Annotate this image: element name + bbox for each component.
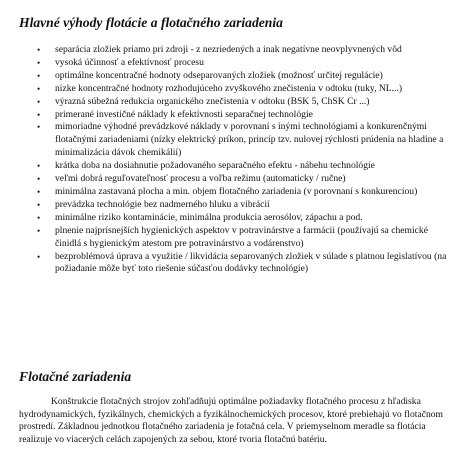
section-title-advantages: Hlavné výhody flotácie a flotačného zariadenia bbox=[19, 15, 283, 30]
list-item bbox=[0, 251, 462, 277]
list-item-text: vysoká účinnosť a efektívnosť procesu bbox=[55, 56, 204, 68]
bullet-icon: • bbox=[37, 199, 41, 210]
list-item-text: separácia zložiek priamo pri zdroji - z nezriedených a inak negatívne neovplyvnených vôd bbox=[55, 44, 402, 55]
list-item bbox=[0, 109, 462, 122]
list-item bbox=[0, 83, 462, 96]
bullet-icon: • bbox=[37, 70, 41, 81]
list-item-text: minimálna zastavaná plocha a min. objem flotačného zariadenia (v porovnaní s konkurenciou) bbox=[55, 185, 418, 197]
list-item bbox=[0, 44, 462, 57]
bullet-icon: • bbox=[37, 96, 41, 107]
list-item-text: veľmi dobrá reguľovateľnosť procesu a voľba režimu (automaticky / ručne) bbox=[55, 173, 346, 185]
list-item bbox=[0, 212, 462, 225]
body-paragraph: Konštrukcie flotačných strojov zohľadňujú optimálne požiadavky flotačného procesu z hľadiska hydrodynamických, fyzikálnych, chemických a fyzikálnochemických procesov, ktoré prebiehajú vo flotačnom prostredí. Základnou jednotkou flotačného zariadenia je fotačná cela. V priemyselnom meradle sa flotácia realizuje vo viacerých celách zapojených za sebou, ktoré tvoria flotačnú batériu. bbox=[19, 396, 444, 445]
bullet-icon: • bbox=[37, 83, 41, 94]
list-item-text: bezproblémová úprava a využitie / likvidácia separovaných zložiek v súlade s platnou legislatívou (na požiadanie môže byť toto riešenie súčasťou dodávky technológie) bbox=[55, 250, 447, 275]
list-item-text: optimálne koncentračné hodnoty odseparovaných zložiek (možnosť určitej regulácie) bbox=[55, 69, 383, 81]
advantages-list bbox=[0, 44, 462, 276]
list-item bbox=[0, 121, 462, 160]
list-item-text: minimálne riziko kontaminácie, minimálna produkcia aerosólov, zápachu a pod. bbox=[55, 211, 363, 223]
list-item-text: primerané investičné náklady k efektívnosti separačnej technológie bbox=[55, 108, 313, 120]
list-item bbox=[0, 160, 462, 173]
list-item bbox=[0, 186, 462, 199]
bullet-icon: • bbox=[37, 212, 41, 223]
bullet-icon: • bbox=[37, 174, 41, 185]
bullet-icon: • bbox=[37, 186, 41, 197]
list-item bbox=[0, 70, 462, 83]
list-item-text: nízke koncentračné hodnoty rozhodujúceho zvyškového znečistenia v odtoku (tuky, NL...) bbox=[55, 82, 403, 94]
list-item-text: plnenie najprísnejších hygienických aspektov v potravinárstve a farmácii (používajú sa chemické činidlá s hygienickým atestom pre potravinárstvo a vodárenstvo) bbox=[55, 224, 428, 249]
list-item bbox=[0, 225, 462, 251]
list-item-text: krátka doba na dosiahnutie požadovaného separačného efektu - nábehu technológie bbox=[55, 160, 375, 172]
bullet-icon: • bbox=[37, 161, 41, 172]
list-item bbox=[0, 173, 462, 186]
bullet-icon: • bbox=[37, 225, 41, 236]
bullet-icon: • bbox=[37, 122, 41, 133]
section-title-flotation-equipment: Flotačné zariadenia bbox=[19, 369, 132, 384]
bullet-icon: • bbox=[37, 57, 41, 68]
bullet-icon: • bbox=[37, 109, 41, 120]
list-item bbox=[0, 57, 462, 70]
list-item-text: prevádzka technológie bez nadmerného hluku a vibrácií bbox=[55, 198, 270, 210]
list-item-text: mimoriadne výhodné prevádzkové náklady v porovnaní s inými technológiami a konkurenčnými flotačnými zariadeniami (nízky elektrický príkon, princíp tzv. nulovej rýchlosti prúdenia na hladine a minimalizácia dávok chemikálií) bbox=[55, 121, 444, 159]
bullet-icon: • bbox=[37, 251, 41, 262]
list-item bbox=[0, 199, 462, 212]
bullet-icon: • bbox=[37, 45, 41, 55]
list-item-text: výrazná súbežná redukcia organického znečistenia v odtoku (BSK 5, ChSK Cr ...) bbox=[55, 95, 370, 107]
list-item bbox=[0, 96, 462, 109]
